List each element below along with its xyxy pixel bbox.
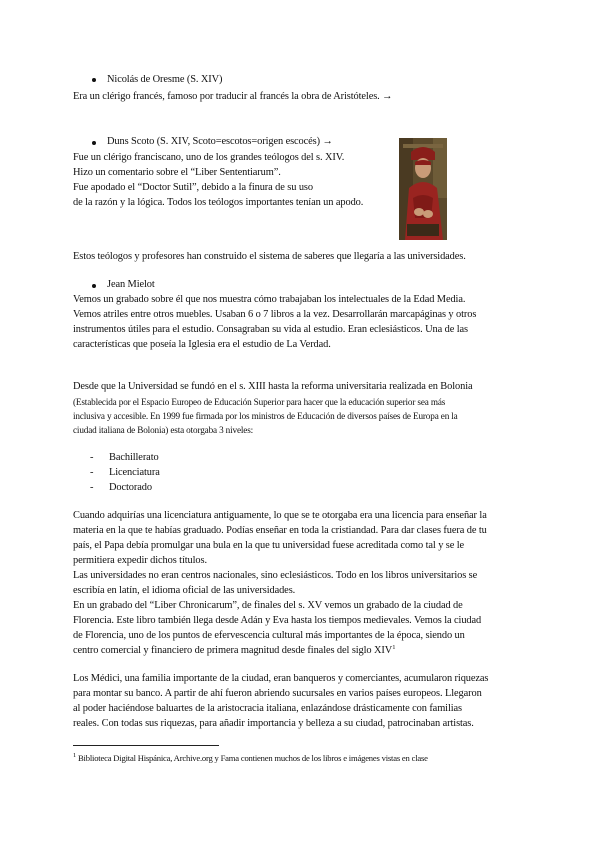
licencia-line-4: permitiera expedir dichos títulos. [73, 555, 207, 566]
bullet-scoto: Duns Scoto (S. XIV, Scoto=escotos=origen escocés) → [107, 136, 333, 147]
bullet-dot [92, 141, 96, 145]
footnote-text: Biblioteca Digital Hispánica, Archive.org y Fama contienen muchos de los libros e imágenes vistas en clase [78, 753, 428, 763]
list-dash: - [90, 452, 94, 463]
bullet-oresme: Nicolás de Oresme (S. XIV) [107, 74, 223, 85]
licencia-line-10 [73, 643, 395, 658]
footnote-mark: 1 [73, 752, 77, 759]
universidad-line-1: Desde que la Universidad se fundó en el s. XIII hasta la reforma universitaria realizada en Bolonia [73, 381, 473, 392]
summary-text: Estos teólogos y profesores han construido el sistema de saberes que llegaría a las universidades. [73, 251, 466, 262]
medici-line-1: Los Médici, una familia importante de la ciudad, eran banqueros y comerciantes, acumularon riquezas [73, 673, 489, 684]
licencia-line-5: Las universidades no eran centros nacionales, sino eclesiásticos. Todo en los libros universitarios se [73, 570, 478, 581]
mielot-line-2: Vemos atriles entre otros muebles. Usaban 6 o 7 libros a la vez. Desarrollarán marcapáginas y otros [73, 309, 477, 320]
licencia-line-1: Cuando adquirías una licenciatura antiguamente, lo que se te otorgaba era una licencia para enseñar la [73, 510, 487, 521]
portrait-image [399, 138, 447, 240]
universidad-small-2: inclusiva y accesible. En 1999 fue firmada por los ministros de Educación de diversos países de Europa en la [73, 411, 458, 421]
licencia-line-8: Florencia. Este libro también llega desde Adán y Eva hasta los tiempos medievales. Vemos la ciudad [73, 615, 482, 626]
medici-line-4: reales. Con todas sus riquezas, para añadir importancia y belleza a su ciudad, patrocinaban artistas. [73, 718, 474, 729]
licencia-line-3: país, el Papa debía promulgar una bula en la que tu universidad fuese acreditada como tal y se le [73, 540, 465, 551]
scoto-line-4: de la razón y la lógica. Todos los teólogos importantes tenían un apodo. [73, 197, 364, 208]
scoto-line-3: Fue apodado el “Doctor Sutil”, debido a la finura de su uso [73, 182, 313, 193]
bullet-dot [92, 284, 96, 288]
nivel-bachillerato: Bachillerato [109, 452, 159, 463]
medici-line-3: al poder haciéndose baluartes de la aristocracia italiana, enlazándose drásticamente con familias [73, 703, 462, 714]
mielot-line-3: instrumentos útiles para el estudio. Consagraban su vida al estudio. Eran eclesiásticos. Una de las [73, 324, 468, 335]
duns-scoto-portrait [399, 138, 447, 240]
bullet-dot [92, 78, 96, 82]
footnote [73, 751, 428, 766]
scoto-line-2: Hizo un comentario sobre el “Liber Sententiarum”. [73, 167, 281, 178]
nivel-doctorado: Doctorado [109, 482, 152, 493]
list-dash: - [90, 482, 94, 493]
footnote-reference[interactable]: 1 [392, 644, 396, 651]
nivel-licenciatura: Licenciatura [109, 467, 160, 478]
oresme-text: Era un clérigo francés, famoso por traducir al francés la obra de Aristóteles. → [73, 91, 393, 102]
footnote-separator [73, 745, 219, 746]
universidad-small-3: ciudad italiana de Bolonia) esta otorgaba 3 niveles: [73, 425, 254, 435]
licencia-line-6: escribía en latín, el idioma oficial de las universidades. [73, 585, 296, 596]
mielot-line-4: características que poseía la Iglesia era el estudio de La Verdad. [73, 339, 331, 350]
medici-line-2: para montar su banco. A partir de ahí fueron abriendo sucursales en varios países europeos. Llegaron [73, 688, 482, 699]
licencia-line-7: En un grabado del “Liber Chronicarum”, de finales del s. XV vemos un grabado de la ciudad de [73, 600, 463, 611]
scoto-line-1: Fue un clérigo franciscano, uno de los grandes teólogos del s. XIV. [73, 152, 345, 163]
bullet-mielot: Jean Mielot [107, 279, 155, 290]
licencia-line-10-text: centro comercial y financiero de primera magnitud desde finales del siglo XIV [73, 645, 393, 656]
mielot-line-1: Vemos un grabado sobre él que nos muestra cómo trabajaban los intelectuales de la Edad Media. [73, 294, 466, 305]
list-dash: - [90, 467, 94, 478]
licencia-line-9: de Florencia, uno de los puntos de efervescencia cultural más importantes de la época, siendo un [73, 630, 465, 641]
licencia-line-2: materia en la que te habías graduado. Podías enseñar en toda la cristiandad. Para dar clases fuera de tu [73, 525, 487, 536]
universidad-small-1: (Establecida por el Espacio Europeo de Educación Superior para hacer que la educación superior sea más [73, 397, 446, 407]
